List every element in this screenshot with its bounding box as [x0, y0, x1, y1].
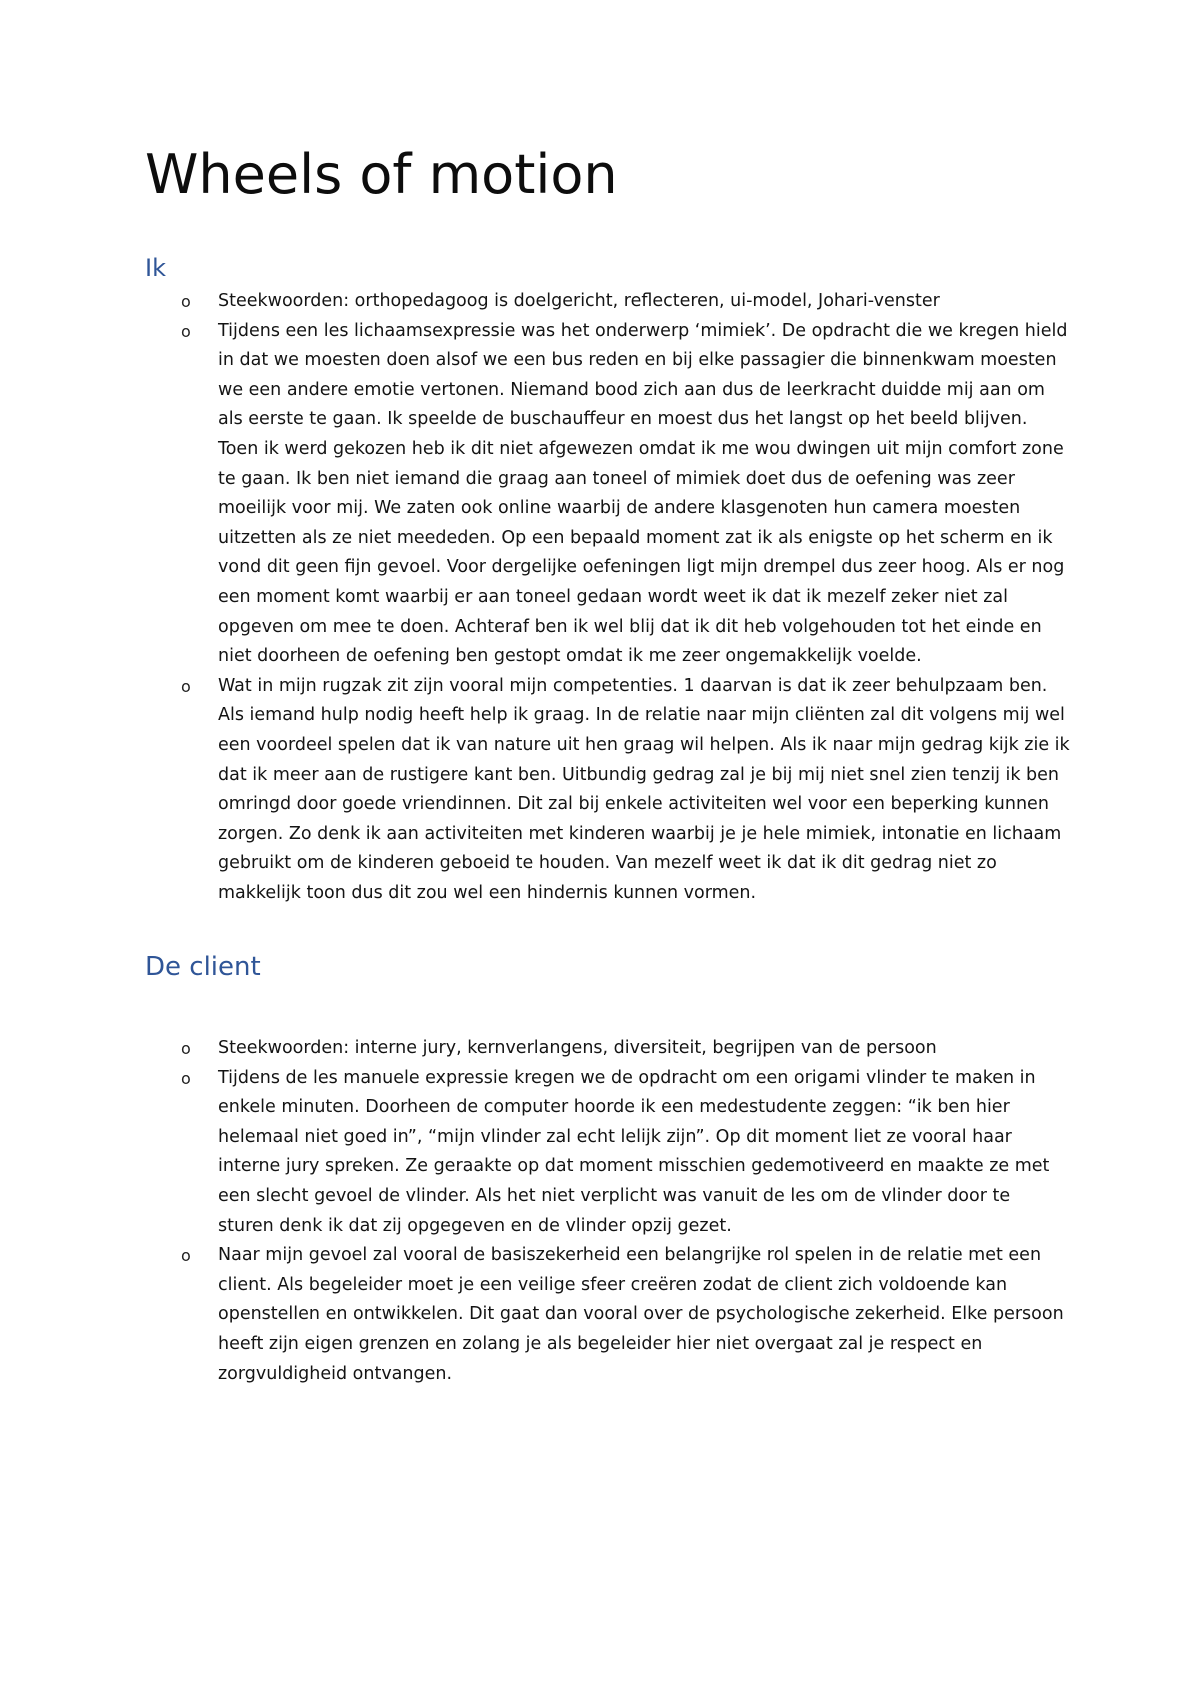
section-heading-ik: Ik — [145, 254, 166, 282]
list-item-text: Tijdens de les manuele expressie kregen we de opdracht om een origami vlinder te maken in enkele minuten. Doorheen de computer hoorde ik een medestudente zeggen: “ik ben hier helemaal niet goed in”, “mijn vlinder zal echt lelijk zijn”. Op dit moment liet ze vooral haar interne jury spreken. Ze geraakte op dat moment misschien gedemotiveerd en maakte ze met een slecht gevoel de vlinder. Als het niet verplicht was vanuit de les om de vlinder door te sturen denk ik dat zij opgegeven en de vlinder opzij gezet. — [218, 1067, 1050, 1236]
document-title: Wheels of motion — [145, 143, 618, 206]
bullet-circle-icon: o — [181, 292, 191, 311]
list-item-text: Tijdens een les lichaamsexpressie was het onderwerp ‘mimiek’. De opdracht die we kregen hield in dat we moesten doen alsof we een bus reden en bij elke passagier die binnenkwam moesten we een andere emotie vertonen. Niemand bood zich aan dus de leerkracht duidde mij aan om als eerste te gaan. Ik speelde de buschauffeur en moest dus het langst op het beeld blijven. Toen ik werd gekozen heb ik dit niet afgewezen omdat ik me wou dwingen uit mijn comfort zone te gaan. Ik ben niet iemand die graag aan toneel of mimiek doet dus de oefening was zeer moeilijk voor mij. We zaten ook online waarbij de andere klasgenoten hun camera moesten uitzetten als ze niet meededen. Op een bepaald moment zat ik als enigste op het scherm en ik vond dit geen fijn gevoel. Voor dergelijke oefeningen ligt mijn drempel dus zeer hoog. Als er nog een moment komt waarbij er aan toneel gedaan wordt weet ik dat ik mezelf zeker niet zal opgeven om mee te doen. Achteraf ben ik wel blij dat ik dit heb volgehouden tot het einde en niet doorheen de oefening ben gestopt omdat ik me zeer ongemakkelijk voelde. — [218, 320, 1068, 667]
bullet-circle-icon: o — [181, 1246, 191, 1266]
list-item — [145, 1064, 1070, 1242]
list-item — [145, 1034, 1070, 1064]
list-item — [145, 317, 1070, 672]
list-item — [145, 1241, 1070, 1389]
bullet-circle-icon: o — [181, 676, 191, 696]
list-item — [145, 287, 1070, 317]
list-item-text: Wat in mijn rugzak zit zijn vooral mijn competenties. 1 daarvan is dat ik zeer behulpzaam ben. Als iemand hulp nodig heeft help ik graag. In de relatie naar mijn cliënten zal dit volgens mij wel een voordeel spelen dat ik van nature uit hen graag wil helpen. Als ik naar mijn gedrag kijk zie ik dat ik meer aan de rustigere kant ben. Uitbundig gedrag zal je bij mij niet snel zien tenzij ik ben omringd door goede vriendinnen. Dit zal bij enkele activiteiten wel voor een beperking kunnen zorgen. Zo denk ik aan activiteiten met kinderen waarbij je je hele mimiek, intonatie en lichaam gebruikt om de kinderen geboeid te houden. Van mezelf weet ik dat ik dit gedrag niet zo makkelijk toon dus dit zou wel een hindernis kunnen vormen. — [218, 675, 1070, 903]
bullet-circle-icon: o — [181, 1068, 191, 1088]
section-list-client — [145, 1034, 1070, 1389]
section-list-ik — [145, 287, 1070, 908]
bullet-circle-icon: o — [181, 321, 191, 341]
section-heading-client: De client — [145, 952, 261, 982]
bullet-circle-icon: o — [181, 1039, 191, 1058]
list-item-text: Steekwoorden: orthopedagoog is doelgericht, reflecteren, ui-model, Johari-venster — [218, 291, 940, 311]
list-item — [145, 672, 1070, 909]
list-item-text: Naar mijn gevoel zal vooral de basiszekerheid een belangrijke rol spelen in de relatie met een client. Als begeleider moet je een veilige sfeer creëren zodat de client zich voldoende kan openstellen en ontwikkelen. Dit gaat dan vooral over de psychologische zekerheid. Elke persoon heeft zijn eigen grenzen en zolang je als begeleider hier niet overgaat zal je respect en zorgvuldigheid ontvangen. — [218, 1245, 1064, 1384]
list-item-text: Steekwoorden: interne jury, kernverlangens, diversiteit, begrijpen van de persoon — [218, 1038, 937, 1058]
